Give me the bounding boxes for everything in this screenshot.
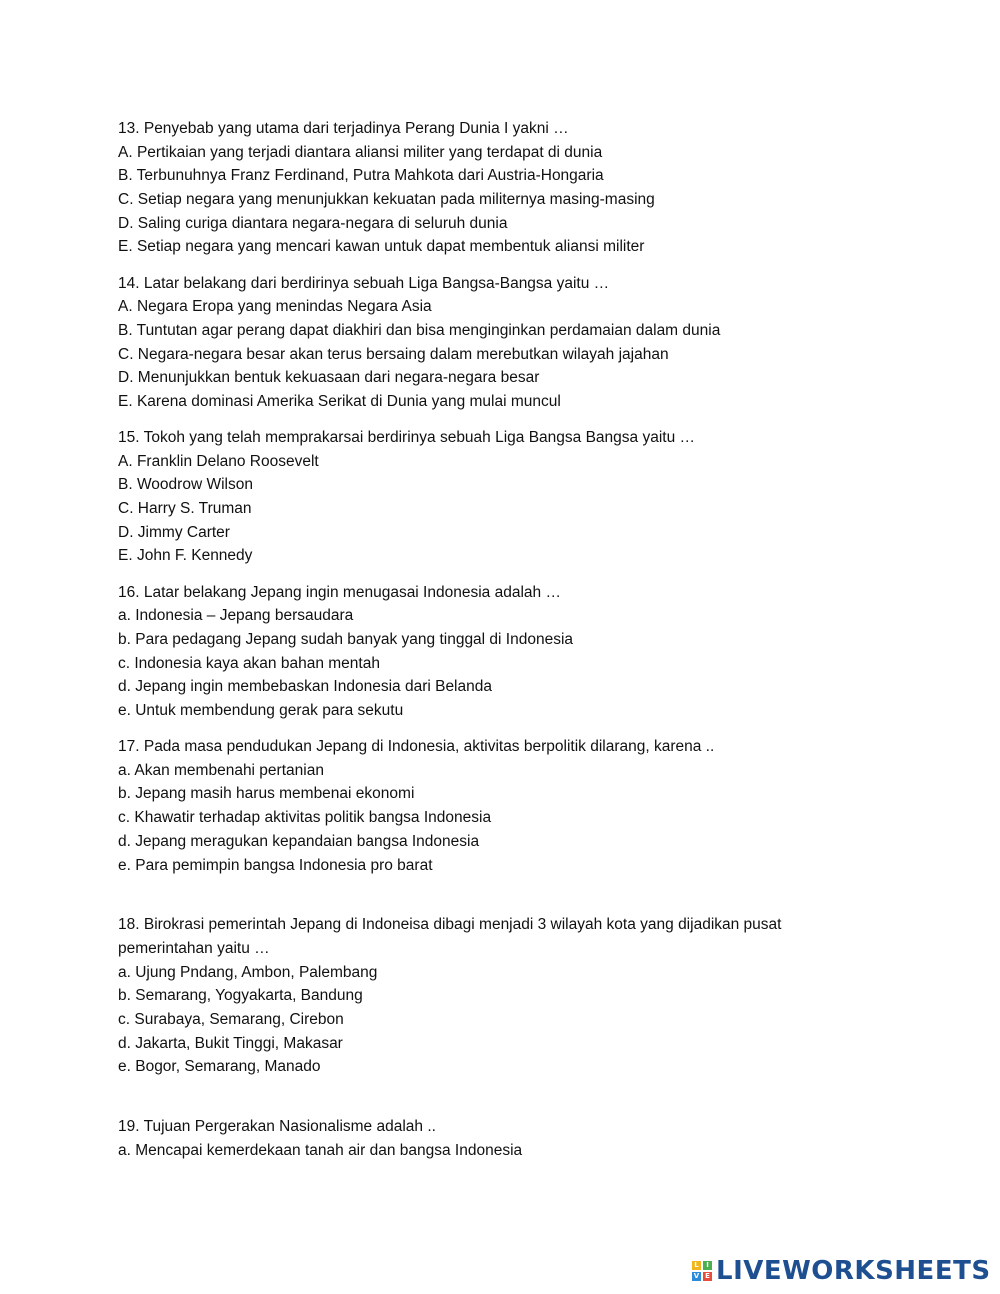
option-d: d. Jakarta, Bukit Tinggi, Makasar [118, 1034, 343, 1052]
worksheet-page [118, 117, 858, 1162]
question-text: 16. Latar belakang Jepang ingin menugasai Indonesia adalah … [118, 583, 561, 601]
option-c: c. Surabaya, Semarang, Cirebon [118, 1010, 344, 1028]
brand-name: LIVEWORKSHEETS [716, 1256, 991, 1286]
option-e: e. Untuk membendung gerak para sekutu [118, 701, 404, 719]
logo-letter-v: V [693, 1272, 700, 1280]
option-a: A. Pertikaian yang terjadi diantara aliansi militer yang terdapat di dunia [118, 143, 603, 161]
option-c: C. Setiap negara yang menunjukkan kekuatan pada militernya masing-masing [118, 191, 655, 209]
option-a: a. Ujung Pndang, Ambon, Palembang [118, 963, 378, 981]
option-a: a. Mencapai kemerdekaan tanah air dan bangsa Indonesia [118, 1141, 523, 1159]
option-c: C. Negara-negara besar akan terus bersaing dalam merebutkan wilayah jajahan [118, 345, 669, 363]
question-16 [118, 581, 858, 723]
option-d: D. Saling curiga diantara negara-negara di seluruh dunia [118, 214, 508, 232]
option-c: C. Harry S. Truman [118, 500, 252, 518]
option-d: d. Jepang meragukan kepandaian bangsa Indonesia [118, 832, 480, 850]
option-b: B. Tuntutan agar perang dapat diakhiri dan bisa menginginkan perdamaian dalam dunia [118, 321, 721, 339]
question-13 [118, 117, 858, 259]
logo-letter-l: L [692, 1261, 701, 1270]
question-text: 18. Birokrasi pemerintah Jepang di Indoneisa dibagi menjadi 3 wilayah kota yang dijadikan pusat pemerintahan yaitu … [118, 916, 782, 957]
option-e: e. Para pemimpin bangsa Indonesia pro barat [118, 856, 433, 874]
question-text: 13. Penyebab yang utama dari terjadinya Perang Dunia I yakni … [118, 120, 569, 137]
option-d: D. Jimmy Carter [118, 523, 230, 541]
option-b: b. Jepang masih harus membenai ekonomi [118, 785, 415, 803]
option-e: e. Bogor, Semarang, Manado [118, 1058, 321, 1076]
question-text: 19. Tujuan Pergerakan Nasionalisme adalah .. [118, 1118, 436, 1136]
option-a: A. Franklin Delano Roosevelt [118, 452, 319, 470]
question-18 [118, 913, 858, 1079]
question-14 [118, 272, 858, 414]
option-d: D. Menunjukkan bentuk kekuasaan dari negara-negara besar [118, 369, 540, 387]
option-b: b. Semarang, Yogyakarta, Bandung [118, 987, 363, 1005]
option-a: A. Negara Eropa yang menindas Negara Asia [118, 298, 432, 316]
logo-letter-e: E [703, 1272, 712, 1281]
liveworksheets-brand [692, 1255, 991, 1287]
question-text: 17. Pada masa pendudukan Jepang di Indonesia, aktivitas berpolitik dilarang, karena .. [118, 738, 715, 756]
option-e: E. Karena dominasi Amerika Serikat di Dunia yang mulai muncul [118, 392, 561, 410]
question-text: 14. Latar belakang dari berdirinya sebuah Liga Bangsa-Bangsa yaitu … [118, 274, 610, 292]
question-17 [118, 735, 858, 877]
option-c: c. Indonesia kaya akan bahan mentah [118, 654, 380, 672]
option-e: E. Setiap negara yang mencari kawan untuk dapat membentuk aliansi militer [118, 238, 645, 256]
option-b: B. Woodrow Wilson [118, 476, 253, 494]
liveworksheets-logo-icon [692, 1261, 712, 1281]
option-b: b. Para pedagang Jepang sudah banyak yang tinggal di Indonesia [118, 630, 574, 648]
option-c: c. Khawatir terhadap aktivitas politik bangsa Indonesia [118, 809, 492, 827]
option-a: a. Indonesia – Jepang bersaudara [118, 607, 354, 625]
option-e: E. John F. Kennedy [118, 547, 253, 565]
question-15 [118, 426, 858, 568]
option-a: a. Akan membenahi pertanian [118, 761, 324, 779]
logo-letter-i: I [703, 1261, 712, 1270]
question-19 [118, 1115, 858, 1162]
option-b: B. Terbunuhnya Franz Ferdinand, Putra Mahkota dari Austria-Hongaria [118, 167, 604, 185]
question-text: 15. Tokoh yang telah memprakarsai berdirinya sebuah Liga Bangsa Bangsa yaitu … [118, 429, 696, 447]
option-d: d. Jepang ingin membebaskan Indonesia dari Belanda [118, 678, 492, 696]
